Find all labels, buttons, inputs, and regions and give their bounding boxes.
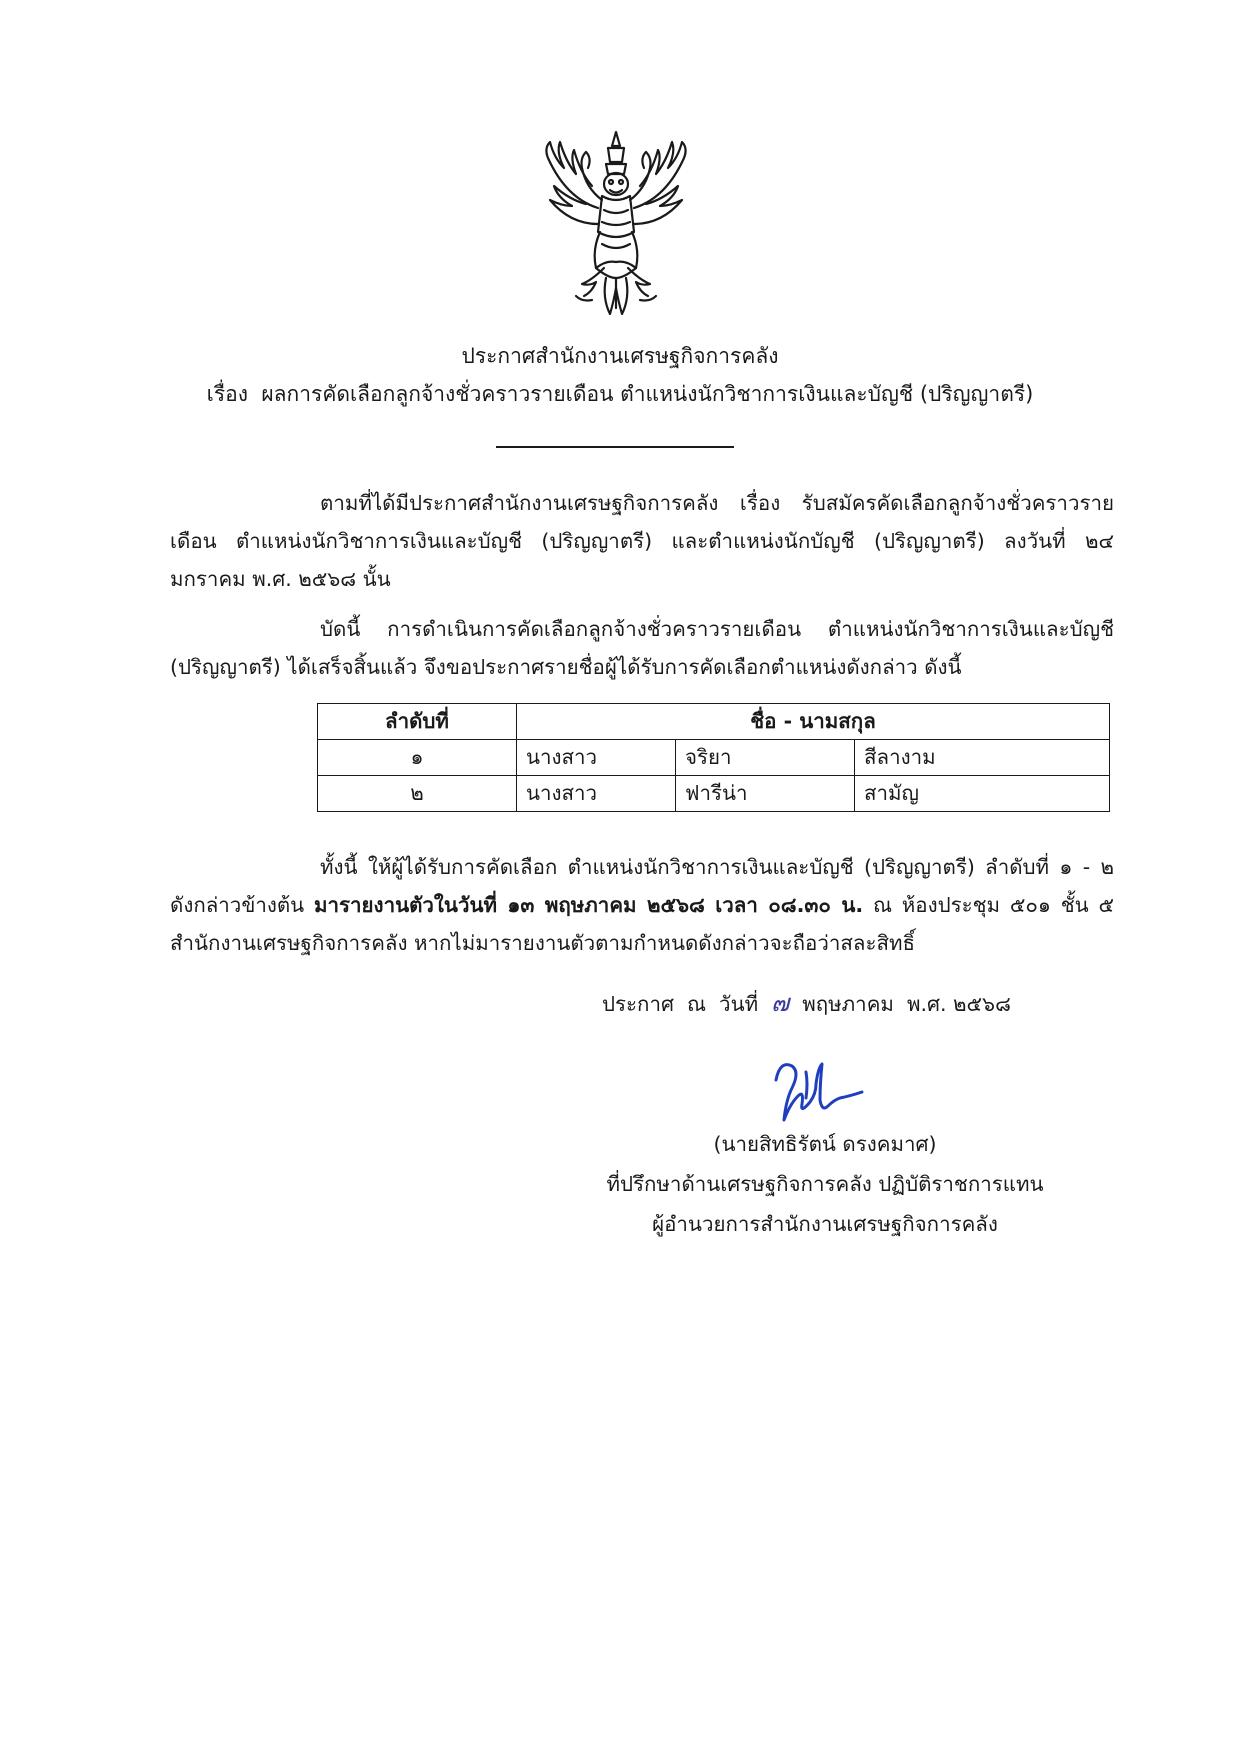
- row-first-name: ฟารีน่า: [676, 776, 855, 812]
- row-first-name: จริยา: [676, 740, 855, 776]
- table-header-row: [318, 704, 1110, 740]
- subject-text: ผลการคัดเลือกลูกจ้างชั่วคราวรายเดือน ตำแหน่งนักวิชาการเงินและบัญชี (ปริญญาตรี): [261, 382, 1034, 406]
- date-day: ๗: [771, 989, 790, 1017]
- paragraph-result: บัดนี้ การดำเนินการคัดเลือกลูกจ้างชั่วคราวรายเดือน ตำแหน่งนักวิชาการเงินและบัญชี (ปริญญาตรี) ได้เสร็จสิ้นแล้ว จึงขอประกาศรายชื่อผู้ได้รับการคัดเลือกตำแหน่งดังกล่าว ดังนี้: [170, 617, 1114, 679]
- signatory-position-2: ผู้อำนวยการสำนักงานเศรษฐกิจการคลัง: [652, 1212, 998, 1236]
- reporting-text-1: ทั้งนี้ ให้ผู้ได้รับการคัดเลือก ตำแหน่งนักวิชาการเงินและบัญชี (ปริญญาตรี) ลำดับที่ ๑ - ๒ ดังกล่าวข้างต้น: [170, 855, 1114, 917]
- reporting-text-2: ณ ห้องประชุม ๕๐๑ ชั้น ๕ สำนักงานเศรษฐกิจการคลัง หากไม่มารายงานตัวตามกำหนดดังกล่าวจะถือว่าสละสิทธิ์: [170, 893, 1114, 955]
- date-month-year: พฤษภาคม พ.ศ. ๒๕๖๘: [802, 992, 1011, 1016]
- subject-label: เรื่อง: [206, 382, 248, 406]
- row-order: ๑: [318, 740, 517, 776]
- date-prefix: ประกาศ ณ วันที่: [602, 992, 759, 1016]
- table-row: [318, 776, 1110, 812]
- table-row: [318, 740, 1110, 776]
- reporting-date-bold: มารายงานตัวในวันที่ ๑๓ พฤษภาคม ๒๕๖๘ เวลา ๐๘.๓๐ น.: [314, 893, 864, 917]
- announcement-title: ประกาศสำนักงานเศรษฐกิจการคลัง: [461, 344, 779, 368]
- paragraph-reporting: [170, 848, 1114, 962]
- row-title: นางสาว: [517, 740, 676, 776]
- header-divider: [496, 446, 734, 448]
- row-title: นางสาว: [517, 776, 676, 812]
- row-order: ๒: [318, 776, 517, 812]
- handwritten-signature-icon: [770, 1054, 868, 1126]
- header-fullname: ชื่อ - นามสกุล: [517, 704, 1110, 740]
- selected-candidates-table: [317, 703, 1110, 812]
- paragraph-reference: ตามที่ได้มีประกาศสำนักงานเศรษฐกิจการคลัง เรื่อง รับสมัครคัดเลือกลูกจ้างชั่วคราวรายเดือน ตำแหน่งนักวิชาการเงินและบัญชี (ปริญญาตรี) และตำแหน่งนักบัญชี (ปริญญาตรี) ลงวันที่ ๒๔ มกราคม พ.ศ. ๒๕๖๘ นั้น: [170, 491, 1114, 591]
- header-order: ลำดับที่: [318, 704, 517, 740]
- signatory-position-1: ที่ปรึกษาด้านเศรษฐกิจการคลัง ปฏิบัติราชการแทน: [606, 1172, 1044, 1196]
- garuda-emblem-icon: [536, 128, 696, 318]
- announcement-subject: [0, 378, 1240, 411]
- row-last-name: สีลางาม: [855, 740, 1110, 776]
- signatory-name: (นายสิทธิรัตน์ ดรงคมาศ): [713, 1132, 937, 1156]
- row-last-name: สามัญ: [855, 776, 1110, 812]
- announcement-date: [602, 983, 1011, 1022]
